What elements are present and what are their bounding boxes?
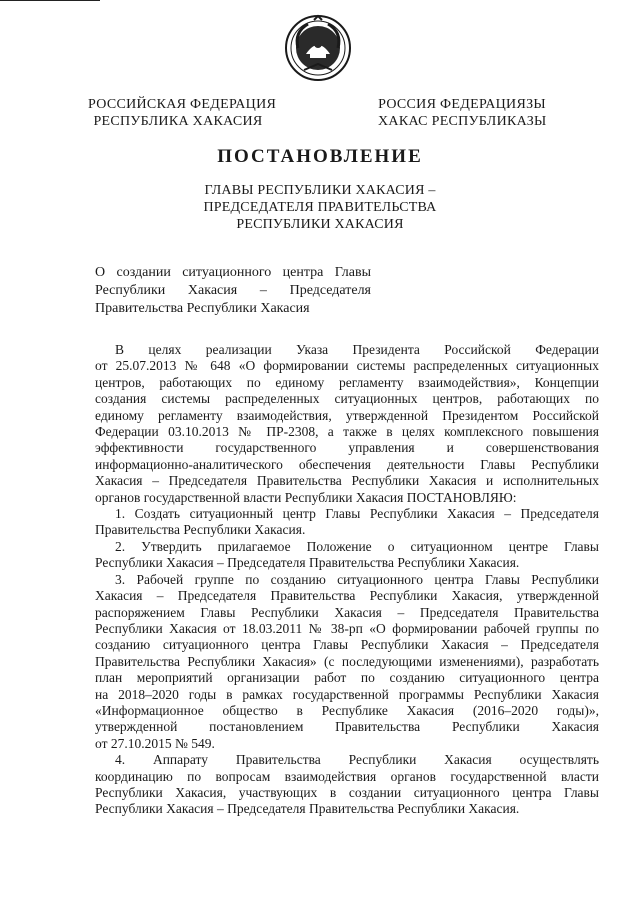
item-2-paragraph (95, 539, 599, 572)
body-line: В целях реализации Указа Президента Российской Федерации (115, 342, 599, 357)
header-left-line: РОССИЙСКАЯ ФЕДЕРАЦИЯ (88, 97, 277, 112)
subtitle-line: РЕСПУБЛИКИ ХАКАСИЯ (236, 217, 404, 232)
body-line: Правительства Республики Хакасия» (с последующими изменениями), разработать (95, 653, 599, 669)
document-subtitle (0, 182, 640, 233)
document-title: ПОСТАНОВЛЕНИЕ (217, 146, 423, 167)
body-line: 1. Создать ситуационный центр Главы Республики Хакасия – Председателя (115, 506, 599, 522)
body-line: Республики Хакасия – Председателя Правительства Республики Хакасия. (95, 555, 520, 571)
item-1-paragraph (95, 506, 599, 539)
item-3-paragraph (95, 572, 599, 752)
subtitle-line: ПРЕДСЕДАТЕЛЯ ПРАВИТЕЛЬСТВА (203, 200, 437, 215)
body-line: утвержденной постановлением Правительства Республики Хакасия (95, 719, 599, 735)
body-line: Правительства Республики Хакасия. (95, 522, 306, 538)
body-line: от 25.07.2013 № 648 «О формировании системы распределенных ситуационных (95, 358, 599, 374)
body-line: Республики Хакасия, участвующих в создании ситуационного центра Главы (95, 784, 599, 800)
body-line: от 27.10.2015 № 549. (95, 735, 215, 751)
body-line: «Информационное общество в Республике Хакасия (2016–2020 годы)», (95, 702, 599, 718)
body-line: эффективности государственного управления и совершенствования (95, 440, 599, 456)
document-about (95, 264, 371, 318)
subtitle-line: ГЛАВЫ РЕСПУБЛИКИ ХАКАСИЯ – (204, 183, 436, 198)
header-right-line: ХАКАС РЕСПУБЛИКАЗЫ (378, 114, 547, 129)
body-line: на 2018–2020 годы в рамках государственной программы Республики Хакасия (95, 686, 599, 702)
scan-edge-mark (0, 0, 100, 1)
about-line: Республики Хакасия – Председателя (95, 283, 371, 298)
about-line: Правительства Республики Хакасия (95, 301, 310, 316)
body-line: распоряжением Главы Республики Хакасия – Председателя Правительства (95, 604, 599, 620)
body-line: Хакасия – Председателя Правительства Республики Хакасия, утвержденной (95, 588, 599, 604)
body-line: единому регламенту взаимодействия, утвержденной Президентом Российской (95, 407, 599, 423)
header-right-line: РОССИЯ ФЕДЕРАЦИЯЗЫ (378, 97, 546, 112)
body-line: Хакасия – Председателя Правительства Республики Хакасия и исполнительных (95, 473, 599, 489)
body-line: 3. Рабочей группе по созданию ситуационного центра Главы Республики (115, 571, 599, 587)
item-4-paragraph (95, 752, 599, 818)
body-line: 2. Утвердить прилагаемое Положение о ситуационном центре Главы (115, 538, 599, 554)
document-body (95, 342, 599, 818)
body-line: Федерации 03.10.2013 № ПР-2308, а также в целях комплексного повышения (95, 424, 599, 440)
body-line: Республики Хакасия – Председателя Правительства Республики Хакасия. (95, 801, 520, 817)
about-line: О создании ситуационного центра Главы (95, 265, 371, 280)
preamble-paragraph (95, 342, 599, 506)
body-line: созданию ситуационного центра Главы Республики Хакасия – Председателя (95, 637, 599, 653)
body-line: создания системы распределенных ситуационных центров, работающих по (95, 391, 599, 407)
body-line: центров, работающих по единому регламенту взаимодействия», Концепции (95, 374, 599, 390)
body-line: информационно-аналитического обеспечения деятельности Главы Республики (95, 456, 599, 472)
body-line: координацию по вопросам взаимодействия органов государственной власти (95, 768, 599, 784)
body-line: план мероприятий организации работ по созданию ситуационного центра (95, 670, 599, 686)
header-right (378, 96, 546, 130)
body-line: органов государственной власти Республики Хакасия ПОСТАНОВЛЯЮ: (95, 489, 517, 505)
header-left-line: РЕСПУБЛИКА ХАКАСИЯ (93, 114, 263, 129)
body-line: Республики Хакасия от 18.03.2011 № 38-рп «О формировании рабочей группы по (95, 620, 599, 636)
republic-emblem-icon (284, 14, 352, 82)
header-left (88, 96, 277, 130)
body-line: 4. Аппарату Правительства Республики Хакасия осуществлять (115, 752, 599, 768)
